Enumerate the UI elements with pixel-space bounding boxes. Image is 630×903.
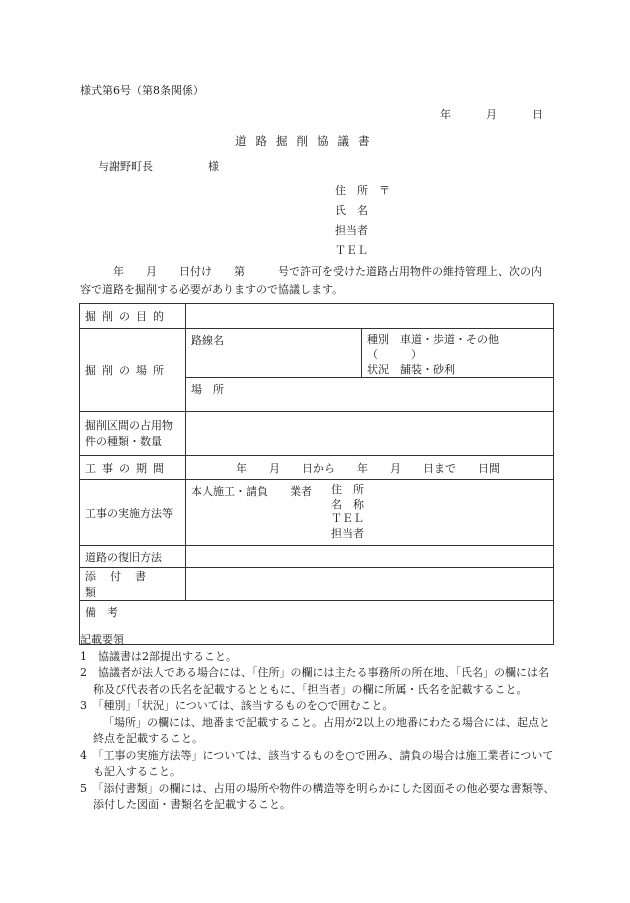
field-kind-status[interactable] <box>362 329 554 378</box>
contractor-block <box>331 483 364 541</box>
method-value: 本人施工・請負 業者 <box>191 485 312 498</box>
field-place[interactable] <box>186 378 554 412</box>
row-objects <box>80 412 554 456</box>
note-item: 3 「種別」「状況」については、該当するものを○で囲むこと。 <box>80 699 394 712</box>
note-item: 2 協議者が法人である場合には、「住所」の欄には主たる事務所の所在地、「氏名」の欄には名称及び代表者の氏名を記載するとともに、「担当者」の欄に所属・氏名を記載すること。 <box>80 666 549 696</box>
contractor-name: 名 称 <box>331 497 364 511</box>
row-attach <box>80 568 554 601</box>
row-location-1 <box>80 329 554 378</box>
intro-text: 年 月 日付け 第 号で許可を受けた道路占用物件の維持管理上、次の内容で道路を掘削する必要がありますので協議します。 <box>80 265 542 296</box>
note-item: 4 「工事の実施方法等」については、該当するものを○で囲み、請負の場合は施工業者についても記入すること。 <box>80 748 554 778</box>
field-route[interactable] <box>186 329 362 378</box>
label-period: 工事の期間 <box>80 456 186 480</box>
label-remarks: 備 考 <box>85 606 118 619</box>
document-title: 道路掘削協議書 <box>235 134 379 148</box>
applicant-tel: ＴＥＬ <box>335 244 368 257</box>
form-table <box>79 303 554 645</box>
date-day: 日 <box>532 108 543 121</box>
contractor-address: 住 所 <box>331 483 364 496</box>
row-purpose <box>80 304 554 329</box>
route-label: 路線名 <box>191 334 224 347</box>
status-text: 状況 舗装・砂利 <box>367 363 455 376</box>
label-restore: 道路の復旧方法 <box>80 546 186 568</box>
form-code: 様式第6号（第8条関係） <box>80 84 204 97</box>
field-attach[interactable] <box>186 568 554 601</box>
applicant-block <box>335 181 390 261</box>
notes-heading: 記載要領 <box>80 633 124 646</box>
applicant-person: 担当者 <box>335 224 368 237</box>
row-method <box>80 480 554 546</box>
label-attach: 添付書類 <box>80 568 186 601</box>
applicant-address: 住 所 〒 <box>335 184 390 197</box>
label-purpose: 掘削の目的 <box>80 304 186 329</box>
field-period[interactable]: 年 月 日から 年 月 日まで 日間 <box>186 456 554 480</box>
addressee <box>98 158 219 174</box>
note-item: 5 「添付書類」の欄には、占用の場所や物件の構造等を明らかにした図面その他必要な書類等、添付した図面・書類名を記載すること。 <box>80 781 555 811</box>
date-line <box>440 106 543 122</box>
date-year: 年 <box>440 108 451 121</box>
field-objects[interactable] <box>186 412 554 456</box>
row-restore <box>80 546 554 568</box>
place-label: 場 所 <box>191 383 224 396</box>
label-method: 工事の実施方法等 <box>80 480 186 546</box>
note-item: 1 協議書は2部提出すること。 <box>80 649 237 663</box>
field-restore[interactable] <box>186 546 554 568</box>
field-method[interactable] <box>186 480 554 546</box>
notes-section <box>80 632 555 814</box>
note-item: 「場所」の欄には、地番まで記載すること。占用が2以上の地番にわたる場合には、起点と終点を記載すること。 <box>93 715 550 745</box>
row-period <box>80 456 554 480</box>
label-objects: 掘削区間の占用物件の種類・数量 <box>80 412 186 456</box>
label-location: 掘削の場所 <box>80 329 186 412</box>
field-purpose[interactable] <box>186 304 554 329</box>
contractor-tel: ＴＥＬ <box>331 512 364 525</box>
addressee-name: 与謝野町長 <box>98 160 153 173</box>
applicant-name: 氏 名 <box>335 204 368 217</box>
contractor-person: 担当者 <box>331 526 364 540</box>
addressee-honorific: 様 <box>208 160 219 173</box>
kind-text: 種別 車道・歩道・その他（ ） <box>367 333 499 361</box>
date-month: 月 <box>486 108 497 121</box>
